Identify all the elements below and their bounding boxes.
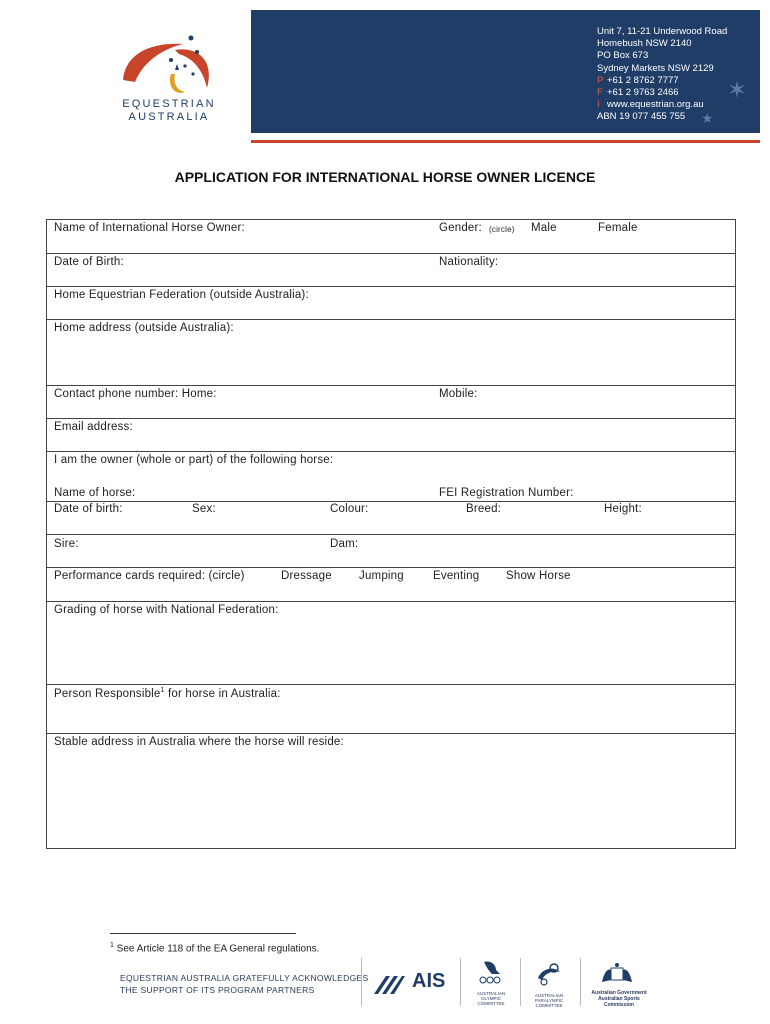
card-option-eventing[interactable]: Eventing bbox=[433, 570, 480, 582]
fax-prefix: F bbox=[597, 87, 603, 99]
card-option-jumping[interactable]: Jumping bbox=[359, 570, 404, 582]
abn-number: ABN 19 077 455 755 bbox=[597, 111, 686, 123]
logo-line-1: EQUESTRIAN bbox=[122, 98, 216, 110]
address-line-3: PO Box 673 bbox=[597, 50, 649, 62]
dob-row[interactable] bbox=[47, 254, 735, 287]
gender-note: (circle) bbox=[489, 225, 515, 234]
home-address-label: Home address (outside Australia): bbox=[54, 322, 234, 334]
ack-line-1: EQUESTRIAN AUSTRALIA GRATEFULLY ACKNOWLEDGES bbox=[120, 973, 369, 983]
fax-line bbox=[597, 87, 727, 99]
horse-name-row[interactable] bbox=[47, 452, 735, 502]
home-address-row[interactable] bbox=[47, 320, 735, 386]
fax-number: +61 2 9763 2466 bbox=[607, 87, 679, 99]
logo-line-2: AUSTRALIA bbox=[128, 111, 210, 123]
grading-label: Grading of horse with National Federation: bbox=[54, 604, 279, 616]
sponsor-divider bbox=[580, 958, 581, 1006]
australian-coat-of-arms-icon bbox=[600, 962, 634, 986]
website: www.equestrian.org.au bbox=[607, 99, 704, 111]
home-federation-row[interactable] bbox=[47, 287, 735, 320]
sponsor-divider bbox=[361, 958, 362, 1006]
contact-phone-row[interactable] bbox=[47, 386, 735, 419]
olympic-committee-text: AUSTRALIAN OLYMPIC COMMITTEE bbox=[476, 991, 506, 1006]
mobile-label: Mobile: bbox=[439, 388, 478, 400]
paralympic-committee-text: AUSTRALIAN PARALYMPIC COMMITTEE bbox=[534, 993, 564, 1008]
email-row[interactable] bbox=[47, 419, 735, 452]
owner-name-label: Name of International Horse Owner: bbox=[54, 222, 245, 234]
contact-phone-label: Contact phone number: Home: bbox=[54, 388, 217, 400]
application-form bbox=[46, 219, 736, 849]
ack-line-2: THE SUPPORT OF ITS PROGRAM PARTNERS bbox=[120, 985, 315, 995]
horse-name-label: Name of horse: bbox=[54, 487, 136, 499]
stable-address-row[interactable] bbox=[47, 734, 735, 847]
equestrian-australia-logo-icon bbox=[101, 30, 231, 100]
owner-name-row[interactable] bbox=[47, 220, 735, 254]
owner-statement: I am the owner (whole or part) of the following horse: bbox=[54, 454, 334, 466]
address-line-2: Homebush NSW 2140 bbox=[597, 38, 692, 50]
address-line-1: Unit 7, 11-21 Underwood Road bbox=[597, 26, 728, 37]
form-title: APPLICATION FOR INTERNATIONAL HORSE OWNER LICENCE bbox=[174, 169, 596, 185]
nationality-label: Nationality: bbox=[439, 256, 499, 268]
performance-cards-label: Performance cards required: (circle) bbox=[54, 570, 245, 582]
email-label: Email address: bbox=[54, 421, 133, 433]
gov-line-2: Australian Sports Commission bbox=[598, 996, 640, 1008]
dob-label: Date of Birth: bbox=[54, 256, 124, 268]
gender-label: Gender: bbox=[439, 222, 482, 234]
horse-details-row[interactable] bbox=[47, 502, 735, 535]
sponsor-acknowledgement bbox=[120, 972, 368, 996]
footnote-marker: 1 bbox=[110, 942, 114, 949]
phone-line bbox=[597, 75, 727, 87]
footnote bbox=[110, 942, 319, 954]
olympic-kangaroo-icon bbox=[476, 958, 506, 988]
address-line-4: Sydney Markets NSW 2129 bbox=[597, 62, 714, 74]
letterhead bbox=[11, 10, 760, 143]
person-responsible-label bbox=[54, 687, 281, 700]
breed-label: Breed: bbox=[466, 503, 502, 515]
card-option-dressage[interactable]: Dressage bbox=[281, 570, 332, 582]
sex-label: Sex: bbox=[192, 503, 216, 515]
person-responsible-rest: for horse in Australia: bbox=[164, 687, 281, 700]
sponsor-divider bbox=[460, 958, 461, 1006]
person-responsible-row[interactable] bbox=[47, 685, 735, 734]
gov-line-1: Australian Government bbox=[591, 990, 647, 996]
performance-cards-row[interactable] bbox=[47, 568, 735, 602]
card-option-show-horse[interactable]: Show Horse bbox=[506, 570, 571, 582]
person-responsible-text: Person Responsible bbox=[54, 687, 161, 700]
dam-label: Dam: bbox=[330, 538, 359, 550]
grading-row[interactable] bbox=[47, 602, 735, 685]
home-federation-label: Home Equestrian Federation (outside Australia): bbox=[54, 289, 309, 301]
phone-number: +61 2 8762 7777 bbox=[607, 74, 679, 86]
sponsor-divider bbox=[520, 958, 521, 1006]
government-text bbox=[583, 990, 655, 1008]
contact-address-block bbox=[597, 26, 727, 124]
footnote-ref: 1 bbox=[160, 687, 165, 694]
phone-prefix: P bbox=[597, 74, 604, 86]
stable-address-label: Stable address in Australia where the horse will reside: bbox=[54, 736, 344, 748]
footnote-text: See Article 118 of the EA General regulations. bbox=[113, 943, 320, 955]
horse-dob-label: Date of birth: bbox=[54, 503, 123, 515]
gender-option-male[interactable]: Male bbox=[531, 222, 557, 234]
ais-logo-icon bbox=[372, 972, 406, 996]
gender-option-female[interactable]: Female bbox=[598, 222, 638, 234]
ais-wordmark: AIS bbox=[412, 970, 446, 992]
web-prefix: I bbox=[597, 99, 600, 111]
footnote-divider bbox=[110, 933, 296, 934]
paralympic-logo-icon bbox=[534, 960, 564, 990]
colour-label: Colour: bbox=[330, 503, 369, 515]
height-label: Height: bbox=[604, 503, 642, 515]
logo-wordmark bbox=[114, 98, 224, 124]
star-icon: ★ bbox=[701, 110, 714, 126]
sire-label: Sire: bbox=[54, 538, 79, 550]
fei-number-label: FEI Registration Number: bbox=[439, 487, 574, 499]
sire-dam-row[interactable] bbox=[47, 535, 735, 568]
star-icon: ✶ bbox=[727, 77, 748, 104]
